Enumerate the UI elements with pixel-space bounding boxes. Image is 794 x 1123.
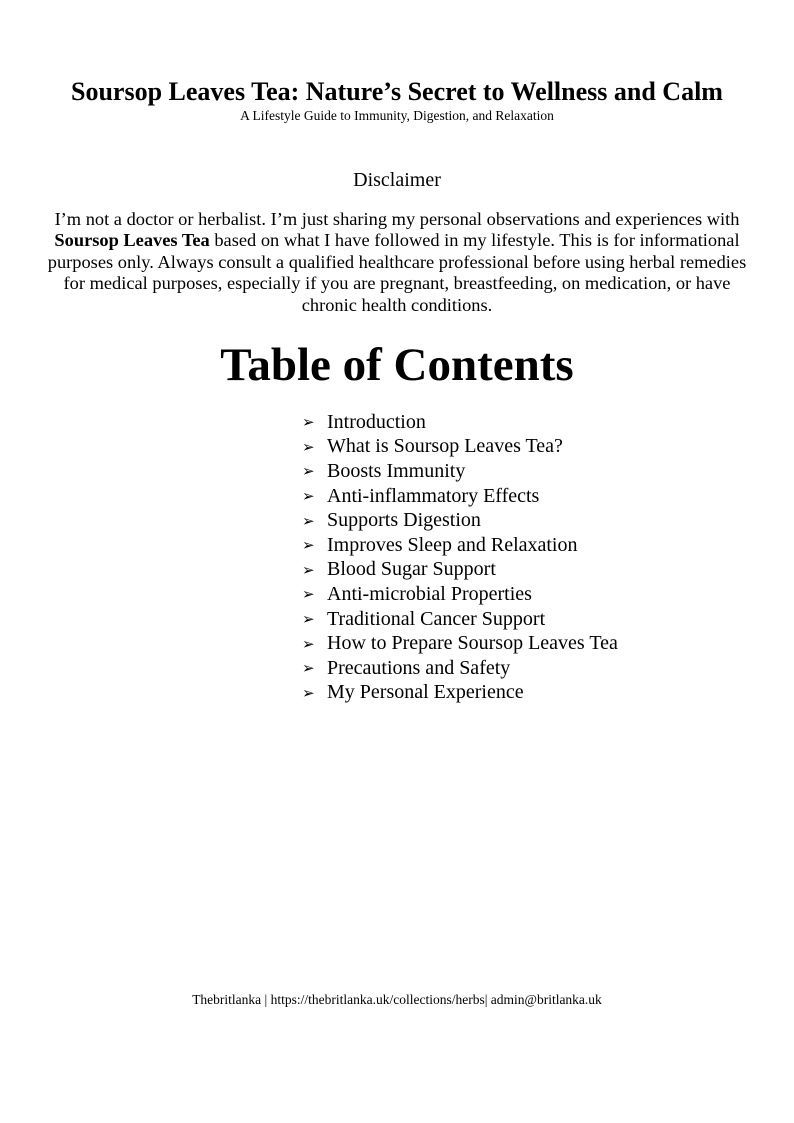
arrow-bullet-icon: ➢ xyxy=(302,437,315,456)
toc-item-label: My Personal Experience xyxy=(327,681,524,704)
toc-item xyxy=(302,681,618,706)
toc-item xyxy=(302,607,618,632)
arrow-bullet-icon: ➢ xyxy=(302,585,315,604)
toc-item-label: Boosts Immunity xyxy=(327,459,466,482)
arrow-bullet-icon: ➢ xyxy=(302,536,315,555)
toc-item xyxy=(302,410,618,435)
document-title: Soursop Leaves Tea: Nature’s Secret to Wellness and Calm xyxy=(71,77,723,106)
toc-list xyxy=(302,410,618,705)
toc-item xyxy=(302,484,618,509)
toc-item-label: Improves Sleep and Relaxation xyxy=(327,533,578,556)
toc-item xyxy=(302,435,618,460)
toc-item xyxy=(302,508,618,533)
arrow-bullet-icon: ➢ xyxy=(302,487,315,506)
toc-item-label: Blood Sugar Support xyxy=(327,558,496,581)
toc-item-label: What is Soursop Leaves Tea? xyxy=(327,435,563,458)
document-subtitle: A Lifestyle Guide to Immunity, Digestion, and Relaxation xyxy=(240,108,554,123)
toc-item-label: Introduction xyxy=(327,410,426,433)
arrow-bullet-icon: ➢ xyxy=(302,683,315,702)
toc-item-label: Anti-microbial Properties xyxy=(327,582,532,605)
toc-item xyxy=(302,656,618,681)
toc-item-label: Anti-inflammatory Effects xyxy=(327,484,540,507)
toc-item-label: Supports Digestion xyxy=(327,509,481,532)
toc-item xyxy=(302,631,618,656)
page-footer: Thebritlanka | https://thebritlanka.uk/collections/herbs| admin@britlanka.uk xyxy=(192,992,602,1007)
disclaimer-heading: Disclaimer xyxy=(353,169,441,191)
toc-item-label: Traditional Cancer Support xyxy=(327,607,546,630)
arrow-bullet-icon: ➢ xyxy=(302,511,315,530)
toc-item-label: How to Prepare Soursop Leaves Tea xyxy=(327,632,618,655)
toc-item-label: Precautions and Safety xyxy=(327,656,511,679)
toc-item xyxy=(302,558,618,583)
toc-item xyxy=(302,459,618,484)
toc-item xyxy=(302,533,618,558)
arrow-bullet-icon: ➢ xyxy=(302,462,315,481)
toc-item xyxy=(302,582,618,607)
toc-heading: Table of Contents xyxy=(220,339,574,391)
disclaimer-text-start: I’m not a doctor or herbalist. I’m just sharing my personal observations and experiences with xyxy=(54,209,740,229)
disclaimer-text-end: based on what I have followed in my lifestyle. This is for informational purposes only. Always consult a qualified healthcare professional before using herbal remedies for medical purposes, especially if you are pregnant, breastfeeding, on medication, or have chronic health conditions. xyxy=(47,230,747,315)
arrow-bullet-icon: ➢ xyxy=(302,659,315,678)
arrow-bullet-icon: ➢ xyxy=(302,610,315,629)
arrow-bullet-icon: ➢ xyxy=(302,560,315,579)
disclaimer-text xyxy=(40,209,754,316)
arrow-bullet-icon: ➢ xyxy=(302,413,315,432)
disclaimer-emphasis: Soursop Leaves Tea xyxy=(54,230,210,251)
arrow-bullet-icon: ➢ xyxy=(302,634,315,653)
